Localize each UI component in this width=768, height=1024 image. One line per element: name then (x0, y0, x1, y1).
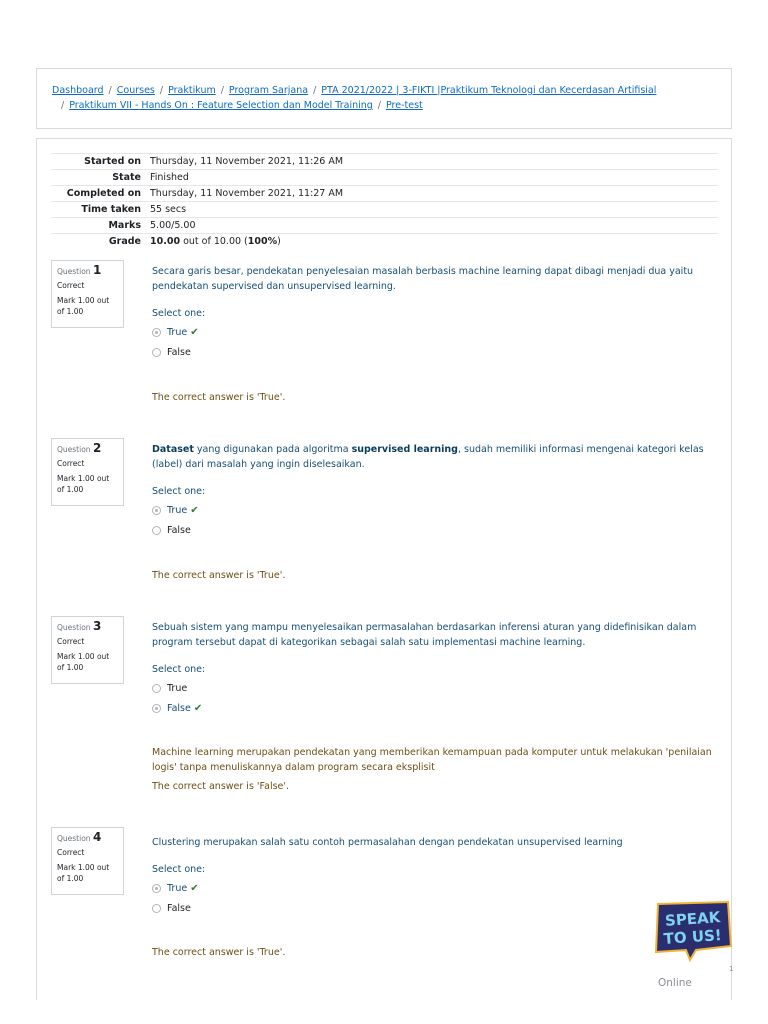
summary-row-grade (51, 233, 718, 249)
summary-value: Thursday, 11 November 2021, 11:27 AM (150, 188, 344, 199)
question-mark: Mark 1.00 out of 1.00 (57, 652, 110, 672)
grade-percent: 100% (247, 236, 278, 247)
summary-value: Thursday, 11 November 2021, 11:26 AM (150, 156, 344, 167)
summary-row-completed (51, 185, 718, 201)
question-state: Correct (57, 459, 85, 468)
question-text (152, 442, 712, 472)
radio-button[interactable] (152, 884, 161, 893)
question-text-part: yang digunakan pada algoritma (193, 444, 352, 455)
option-label: False (167, 702, 191, 714)
radio-button[interactable] (152, 904, 161, 913)
breadcrumb-praktikum[interactable]: Praktikum (168, 85, 216, 96)
question-text: Secara garis besar, pendekatan penyelesaian masalah berbasis machine learning dapat dibagi menjadi dua yaitu pendekatan supervised dan unsupervised learning. (152, 266, 694, 292)
question-info (51, 260, 124, 328)
option-false[interactable] (152, 701, 712, 715)
breadcrumb-course[interactable]: PTA 2021/2022 | 3-FIKTI |Praktikum Teknologi dan Kecerdasan Artifisial (321, 85, 657, 96)
question-text-bold: Dataset (152, 444, 194, 455)
check-icon: ✔ (190, 504, 199, 516)
question-state: Correct (57, 848, 85, 857)
right-answer: The correct answer is 'False'. (152, 781, 290, 792)
option-label: True (167, 682, 188, 694)
grade-score: 10.00 (150, 236, 181, 247)
summary-label: State (112, 172, 141, 183)
radio-button[interactable] (152, 526, 161, 535)
option-label: True (167, 326, 188, 338)
question-num: 2 (92, 441, 102, 455)
radio-button[interactable] (152, 704, 161, 713)
question-num: 3 (92, 619, 102, 633)
breadcrumb-separator: / (108, 85, 112, 96)
select-one-label: Select one: (152, 864, 206, 875)
option-label: True (167, 882, 188, 894)
option-label: False (167, 346, 191, 358)
summary-label: Completed on (66, 188, 141, 199)
option-true[interactable] (152, 325, 712, 339)
right-answer: The correct answer is 'True'. (152, 947, 286, 958)
question-num: 1 (92, 263, 102, 277)
option-label: False (167, 902, 191, 914)
question-text-part: , sudah memiliki informasi mengenai kategori kelas (label) dari masalah yang ingin diselesaikan. (152, 444, 704, 470)
question-mark: Mark 1.00 out of 1.00 (57, 296, 110, 316)
question-info (51, 616, 124, 684)
breadcrumb-courses[interactable]: Courses (116, 85, 155, 96)
page-number: 1 (729, 965, 734, 973)
attempt-summary-table (51, 153, 718, 249)
option-true[interactable] (152, 503, 712, 517)
question-num: 4 (92, 830, 102, 844)
summary-row-started (51, 153, 718, 169)
general-feedback: Machine learning merupakan pendekatan yang memberikan kemampuan pada komputer untuk melakukan 'penilaian logis' tanpa menuliskannya dalam program secara eksplisit (152, 747, 712, 773)
select-one-label: Select one: (152, 486, 206, 497)
question-content (152, 260, 712, 403)
check-icon: ✔ (190, 882, 199, 894)
breadcrumb-separator: / (61, 100, 65, 111)
breadcrumb-program-sarjana[interactable]: Program Sarjana (228, 85, 309, 96)
select-one-label: Select one: (152, 308, 206, 319)
radio-button[interactable] (152, 348, 161, 357)
speak-to-us-badge[interactable] (652, 900, 734, 962)
summary-label: Time taken (81, 204, 141, 215)
question-info (51, 827, 124, 895)
summary-row-time (51, 201, 718, 217)
option-true[interactable] (152, 681, 712, 695)
breadcrumb (36, 68, 732, 129)
grade-close: ) (277, 236, 281, 247)
question-mark: Mark 1.00 out of 1.00 (57, 474, 110, 494)
question-number (57, 265, 118, 277)
option-false[interactable] (152, 345, 712, 359)
right-answer: The correct answer is 'True'. (152, 392, 286, 403)
option-label: False (167, 524, 191, 536)
breadcrumb-separator: / (159, 85, 164, 96)
breadcrumb-separator: / (313, 85, 317, 96)
question-prefix: Question (57, 834, 91, 843)
question-state: Correct (57, 281, 85, 290)
question-mark: Mark 1.00 out of 1.00 (57, 863, 110, 883)
breadcrumb-separator: / (220, 85, 224, 96)
radio-button[interactable] (152, 328, 161, 337)
summary-value (150, 236, 718, 247)
question-content (152, 616, 712, 792)
question-content (152, 827, 712, 958)
option-false[interactable] (152, 901, 712, 915)
breadcrumb-dashboard[interactable]: Dashboard (52, 85, 104, 96)
speak-to-us-icon (652, 900, 734, 962)
summary-label: Marks (108, 220, 141, 231)
summary-value: 55 secs (150, 204, 187, 215)
question-info (51, 438, 124, 506)
online-status: Online (658, 977, 692, 989)
badge-line1: SPEAK (664, 908, 721, 930)
question-content (152, 438, 712, 581)
option-label: True (167, 504, 188, 516)
badge-line2: TO US! (663, 926, 723, 949)
option-true[interactable] (152, 881, 712, 895)
select-one-label: Select one: (152, 664, 206, 675)
breadcrumb-pretest[interactable]: Pre-test (386, 100, 423, 111)
question-number (57, 443, 118, 455)
question-text: Clustering merupakan salah satu contoh permasalahan dengan pendekatan unsupervised learning (152, 837, 623, 848)
question-prefix: Question (57, 445, 91, 454)
summary-row-state (51, 169, 718, 185)
question-number (57, 832, 118, 844)
breadcrumb-separator: / (377, 100, 381, 111)
summary-value: 5.00/5.00 (150, 220, 196, 231)
right-answer: The correct answer is 'True'. (152, 570, 286, 581)
summary-label: Started on (84, 156, 141, 167)
question-prefix: Question (57, 267, 91, 276)
question-prefix: Question (57, 623, 91, 632)
option-false[interactable] (152, 523, 712, 537)
breadcrumb-section[interactable]: Praktikum VII - Hands On : Feature Selection dan Model Training (69, 100, 373, 111)
summary-value: Finished (150, 172, 189, 183)
radio-button[interactable] (152, 506, 161, 515)
radio-button[interactable] (152, 684, 161, 693)
question-text-bold: supervised learning (351, 444, 458, 455)
check-icon: ✔ (190, 326, 199, 338)
question-text: Sebuah sistem yang mampu menyelesaikan permasalahan berdasarkan inferensi aturan yang didefinisikan dalam program tersebut dapat di kategorikan sebagai salah satu implementasi machine learning. (152, 622, 697, 648)
check-icon: ✔ (193, 702, 203, 714)
grade-out-of: out of 10.00 ( (180, 236, 248, 247)
question-state: Correct (57, 637, 85, 646)
quiz-review (36, 138, 732, 1000)
summary-label: Grade (108, 236, 141, 247)
question-number (57, 621, 118, 633)
summary-row-marks (51, 217, 718, 233)
